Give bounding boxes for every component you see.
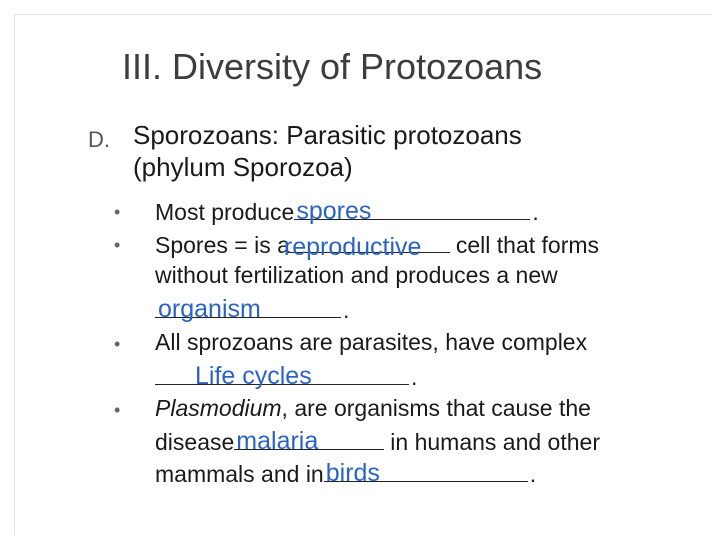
fill-blank xyxy=(155,362,409,390)
bullet-2-line-1 xyxy=(155,230,599,259)
period: . xyxy=(532,199,539,225)
fill-blank xyxy=(324,459,528,487)
period: . xyxy=(343,297,350,323)
answer-spores: spores xyxy=(296,197,372,225)
answer-reproductive: reproductive xyxy=(283,233,422,261)
heading-marker: D. xyxy=(88,127,110,152)
answer-life-cycles: Life cycles xyxy=(195,362,312,390)
bullet-4-suffix: in humans and other xyxy=(390,429,600,455)
bullet-4-line-1 xyxy=(155,395,591,422)
bullet-4-line-3 xyxy=(155,459,536,488)
bullet-2-line-2: without fertilization and produces a new xyxy=(155,262,558,288)
fill-blank xyxy=(155,295,341,323)
fill-blank xyxy=(283,230,450,261)
bullet-icon: • xyxy=(114,400,121,420)
bullet-4-text: , are organisms that cause the xyxy=(281,395,591,421)
bullet-2-line-3 xyxy=(155,295,349,324)
bullet-icon: • xyxy=(114,202,121,222)
answer-organism: organism xyxy=(158,295,261,323)
bullet-2-after: cell that forms xyxy=(455,232,600,258)
heading-line-2: (phylum Sporozoa) xyxy=(133,152,353,182)
heading-line-1: Sporozoans: Parasitic protozoans xyxy=(133,120,522,150)
bullet-icon: • xyxy=(114,235,121,255)
answer-malaria: malaria xyxy=(236,427,319,455)
bullet-4-prefix: disease xyxy=(155,429,235,455)
answer-birds: birds xyxy=(325,459,380,487)
bullet-4-line3-prefix: mammals and in xyxy=(155,461,324,487)
period: . xyxy=(529,461,537,487)
period: . xyxy=(411,364,418,390)
plasmodium-term: Plasmodium xyxy=(155,395,282,421)
fill-blank xyxy=(234,427,384,455)
bullet-2-text: Spores = is a xyxy=(155,232,290,258)
bullet-1-text: Most produce xyxy=(155,199,295,225)
bullet-icon: • xyxy=(114,334,121,354)
fill-blank xyxy=(294,197,530,225)
bullet-3-line-2 xyxy=(155,362,417,391)
bullet-4-line-2 xyxy=(155,427,600,456)
bullet-3-line-1: All sprozoans are parasites, have complex xyxy=(155,329,588,355)
slide-title: III. Diversity of Protozoans xyxy=(122,46,543,87)
bullet-1-line xyxy=(155,197,539,226)
